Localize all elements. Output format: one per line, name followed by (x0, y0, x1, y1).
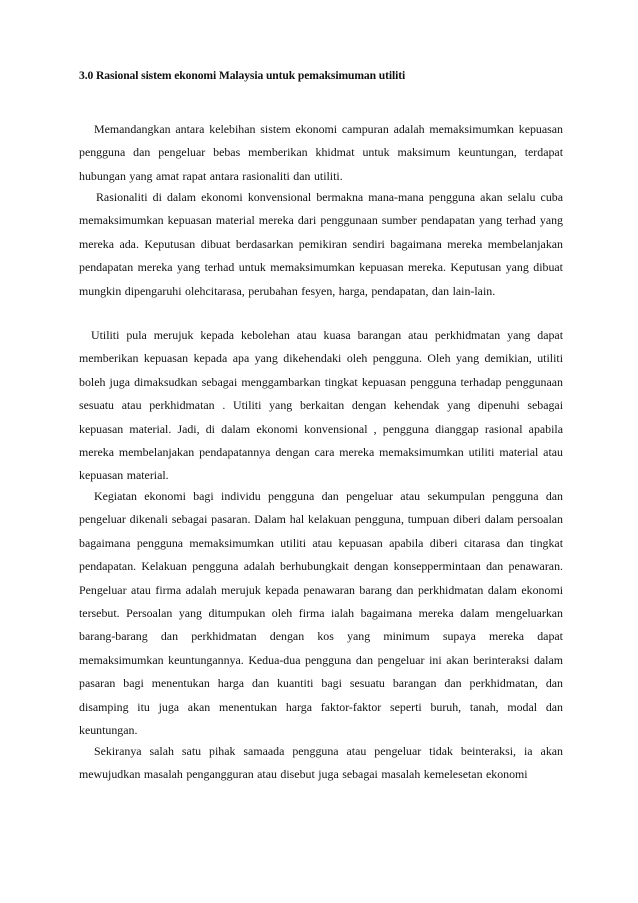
paragraph-4: Kegiatan ekonomi bagi individu pengguna dan pengeluar atau sekumpulan pengguna dan pengeluar dikenali sebagai pasaran. Dalam hal kelakuan pengguna, tumpuan diberi dalam persoalan bagaimana pengguna memaksimumkan utiliti atau kepuasan apabila diberi citarasa dan tingkat pendapatan. Kelakuan pengguna adalah berhubungkait dengan konseppermintaan dan penawaran. Pengeluar atau firma adalah merujuk kepada penawaran barang dan perkhidmatan dalam ekonomi tersebut. Persoalan yang ditumpukan oleh firma ialah bagaimana mereka dalam mengeluarkan barang-barang dan perkhidmatan dengan kos yang minimum supaya mereka dapat memaksimumkan keuntungannya. Kedua-dua pengguna dan pengeluar ini akan berinteraksi dalam pasaran bagi menentukan harga dan kuantiti bagi sesuatu barangan dan perkhidmatan, dan disamping itu juga akan menentukan harga faktor-faktor seperti buruh, tanah, modal dan keuntungan. (79, 489, 563, 738)
paragraph-1: Memandangkan antara kelebihan sistem ekonomi campuran adalah memaksimumkan kepuasan pengguna dan pengeluar bebas memberikan khidmat untuk maksimum keuntungan, terdapat hubungan yang amat rapat antara rasionaliti dan utiliti. (79, 122, 563, 183)
section-heading: 3.0 Rasional sistem ekonomi Malaysia untuk pemaksimuman utiliti (79, 69, 406, 82)
paragraph-5: Sekiranya salah satu pihak samaada pengguna atau pengeluar tidak beinteraksi, ia akan mewujudkan masalah pengangguran atau disebut juga sebagai masalah kemelesetan ekonomi (79, 744, 563, 782)
paragraph-2: Rasionaliti di dalam ekonomi konvensional bermakna mana-mana pengguna akan selalu cuba memaksimumkan kepuasan material mereka dari penggunaan sumber pendapatan yang terhad yang mereka ada. Keputusan dibuat berdasarkan pemikiran sendiri bagaimana mereka membelanjakan pendapatan mereka yang terhad untuk memaksimumkan kepuasan mereka. Keputusan yang dibuat mungkin dipengaruhi olehcitarasa, perubahan fesyen, harga, pendapatan, dan lain-lain. (79, 190, 563, 298)
paragraph-3: Utiliti pula merujuk kepada kebolehan atau kuasa barangan atau perkhidmatan yang dapat memberikan kepuasan kepada apa yang dikehendaki oleh pengguna. Oleh yang demikian, utiliti boleh juga dimaksudkan sebagai menggambarkan tingkat kepuasan pengguna terhadap penggunaan sesuatu atau perkhidmatan . Utiliti yang berkaitan dengan kehendak yang dipenuhi sebagai kepuasan material. Jadi, di dalam ekonomi konvensional , pengguna dianggap rasional apabila mereka membelanjakan pendapatannya dengan cara mereka memaksimumkan utiliti material atau kepuasan material. (79, 328, 563, 483)
